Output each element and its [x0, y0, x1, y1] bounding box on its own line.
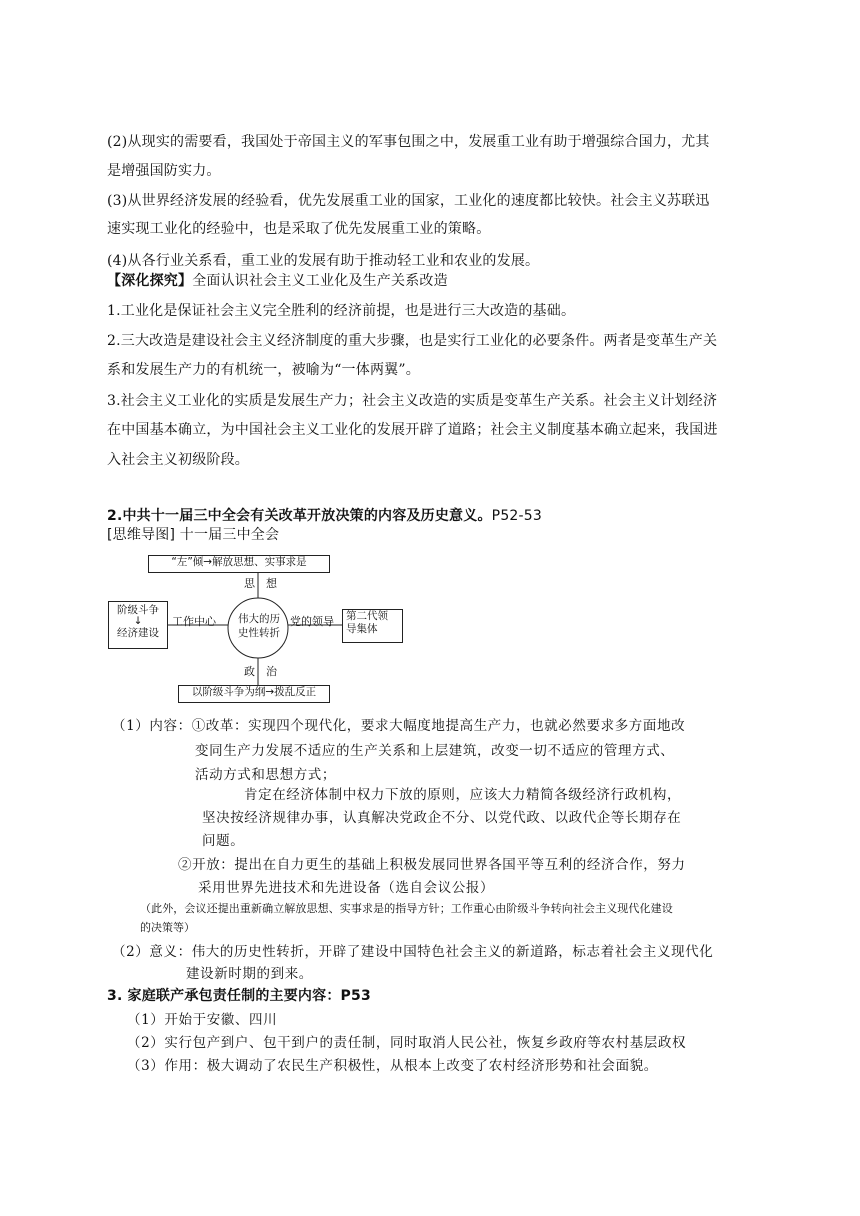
section-3-heading [107, 985, 371, 1005]
center-circle-text [235, 613, 283, 640]
content-line: 肯定在经济体制中权力下放的原则，应该大力精简各级经济行政机构， [244, 787, 682, 803]
left-box [108, 601, 168, 649]
down-arrow-icon: ↓ [133, 615, 143, 628]
right-box-line1: 第二代领 [346, 610, 388, 622]
para-line: 3.社会主义工业化的实质是发展生产力；社会主义改造的实质是变革生产关系。社会主义计划经济 [107, 393, 718, 409]
content-line: 问题。 [202, 833, 245, 849]
para-line: (4)从各行业关系看，重工业的发展有助于推动轻工业和农业的发展。 [107, 253, 540, 269]
label-work-center: 工作中心 [172, 615, 216, 628]
label-politics: 政 治 [244, 665, 277, 678]
para-line: 2.三大改造是建设社会主义经济制度的重大步骤，也是实行工业化的必要条件。两者是变革生产关 [107, 333, 718, 349]
left-box-line1: 阶级斗争 [117, 604, 159, 616]
deep-explore-title: 全面认识社会主义工业化及生产关系改造 [192, 273, 448, 289]
label-party-leadership: 党的领导 [290, 615, 334, 628]
content-note: 的决策等） [140, 921, 195, 934]
right-box-line2: 导集体 [346, 623, 378, 636]
content-line: ②开放：提出在自力更生的基础上积极发展同世界各国平等互利的经济合作，努力 [178, 857, 686, 873]
content-line: 采用世界先进技术和先进设备（选自会议公报） [198, 880, 495, 896]
para-line: 系和发展生产力的有机统一，被喻为“一体两翼”。 [107, 362, 420, 378]
content-line: （2）意义：伟大的历史性转折，开辟了建设中国特色社会主义的新道路，标志着社会主义现代化 [112, 944, 714, 960]
content-note: （此外，会议还提出重新确立解放思想、实事求是的指导方针；工作重心由阶级斗争转向社会主义现代化建设 [140, 902, 673, 915]
top-box: “左”倾→解放思想、实事求是 [148, 555, 330, 573]
section-3-title: 3. 家庭联产承包责任制的主要内容： [107, 988, 341, 1004]
content-line: 建设新时期的到来。 [186, 966, 313, 982]
para-line: 1.工业化是保证社会主义完全胜利的经济前提，也是进行三大改造的基础。 [107, 303, 576, 319]
list-item: （1）开始于安徽、四川 [127, 1012, 278, 1028]
list-item: （2）实行包产到户、包干到户的责任制，同时取消人民公社，恢复乡政府等农村基层政权 [127, 1035, 687, 1051]
para-line: 在中国基本确立，为中国社会主义工业化的发展开辟了道路；社会主义制度基本确立起来，我国进 [107, 422, 718, 438]
left-box-line2: 经济建设 [117, 626, 159, 639]
mind-map-diagram [108, 555, 408, 705]
para-line: 速实现工业化的经验中，也是采取了优先发展重工业的策略。 [107, 221, 491, 237]
deep-explore-heading [107, 270, 448, 290]
para-line: (2)从现实的需要看，我国处于帝国主义的军事包围之中，发展重工业有助于增强综合国力，尤其 [107, 134, 710, 150]
section-3-page: P53 [340, 988, 371, 1004]
para-line: 是增强国防实力。 [107, 163, 221, 179]
label-thought: 思 想 [244, 577, 277, 590]
content-line: 坚决按经济规律办事，认真解决党政企不分、以党代政、以政代企等长期存在 [202, 810, 682, 826]
right-box [342, 609, 403, 643]
section-2-title: 2.中共十一届三中全会有关改革开放决策的内容及历史意义。 [107, 508, 492, 524]
mindmap-label: [思维导图] 十一届三中全会 [107, 527, 280, 543]
deep-explore-label: 【深化探究】 [107, 273, 193, 289]
list-item: （3）作用：极大调动了农民生产积极性，从根本上改变了农村经济形势和社会面貌。 [127, 1058, 658, 1074]
section-2-page: P52-53 [491, 508, 542, 524]
bottom-box: 以阶级斗争为纲→拨乱反正 [178, 685, 330, 703]
section-2-heading [107, 505, 542, 525]
content-line: （1）内容：①改革：实现四个现代化，要求大幅度地提高生产力，也就必然要求多方面地改 [112, 718, 686, 734]
para-line: (3)从世界经济发展的经验看，优先发展重工业的国家，工业化的速度都比较快。社会主义苏联迅 [107, 193, 710, 209]
content-line: 变同生产力发展不适应的生产关系和上层建筑，改变一切不适应的管理方式、 [195, 743, 675, 759]
para-line: 入社会主义初级阶段。 [107, 452, 249, 468]
center-line2: 史性转折 [238, 626, 280, 639]
content-line: 活动方式和思想方式； [195, 767, 336, 783]
center-line1: 伟大的历 [238, 613, 280, 625]
